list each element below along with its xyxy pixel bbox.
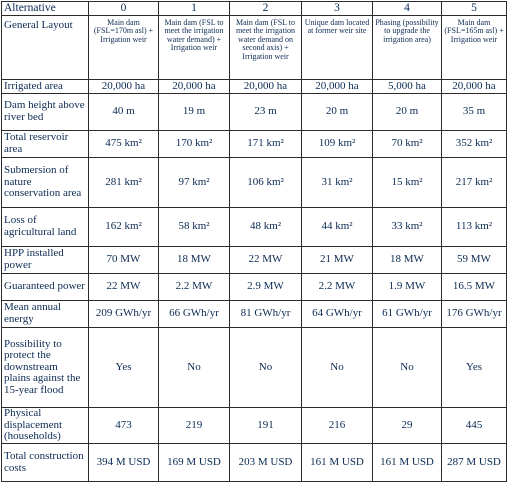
cell-reservoir-area-2: 171 km² xyxy=(230,131,302,158)
cell-construction-costs-5: 287 M USD xyxy=(442,444,507,482)
table-row-dam-height xyxy=(2,94,507,131)
cell-annual-energy-5: 176 GWh/yr xyxy=(442,301,507,328)
cell-submersion-1: 97 km² xyxy=(159,158,230,208)
row-label-annual-energy: Mean annual energy xyxy=(2,301,89,328)
cell-flood-protection-5: Yes xyxy=(442,328,507,408)
cell-guaranteed-power-5: 16.5 MW xyxy=(442,274,507,301)
cell-reservoir-area-0: 475 km² xyxy=(89,131,159,158)
cell-dam-height-1: 19 m xyxy=(159,94,230,131)
cell-irrigated-area-2: 20,000 ha xyxy=(230,80,302,94)
cell-reservoir-area-1: 170 km² xyxy=(159,131,230,158)
row-label-general-layout: General Layout xyxy=(2,16,89,80)
cell-agri-loss-1: 58 km² xyxy=(159,208,230,247)
table-row-construction-costs xyxy=(2,444,507,482)
row-label-irrigated-area: Irrigated area xyxy=(2,80,89,94)
cell-agri-loss-2: 48 km² xyxy=(230,208,302,247)
cell-dam-height-2: 23 m xyxy=(230,94,302,131)
cell-guaranteed-power-1: 2.2 MW xyxy=(159,274,230,301)
comparison-table-container xyxy=(1,1,506,498)
row-label-reservoir-area: Total reservoir area xyxy=(2,131,89,158)
table-row-flood-protection xyxy=(2,328,507,408)
header-alternative-5: 5 xyxy=(442,2,507,16)
row-label-dam-height: Dam height above river bed xyxy=(2,94,89,131)
cell-hpp-power-2: 22 MW xyxy=(230,247,302,274)
cell-flood-protection-2: No xyxy=(230,328,302,408)
cell-hpp-power-3: 21 MW xyxy=(302,247,373,274)
header-alternative-label: Alternative xyxy=(2,2,89,16)
cell-construction-costs-3: 161 M USD xyxy=(302,444,373,482)
cell-guaranteed-power-4: 1.9 MW xyxy=(373,274,442,301)
row-label-hpp-power: HPP installed power xyxy=(2,247,89,274)
cell-displacement-1: 219 xyxy=(159,408,230,444)
cell-displacement-3: 216 xyxy=(302,408,373,444)
cell-flood-protection-1: No xyxy=(159,328,230,408)
cell-agri-loss-5: 113 km² xyxy=(442,208,507,247)
table-row-irrigated-area xyxy=(2,80,507,94)
cell-displacement-4: 29 xyxy=(373,408,442,444)
cell-flood-protection-3: No xyxy=(302,328,373,408)
cell-hpp-power-4: 18 MW xyxy=(373,247,442,274)
header-alternative-1: 1 xyxy=(159,2,230,16)
cell-submersion-3: 31 km² xyxy=(302,158,373,208)
cell-construction-costs-1: 169 M USD xyxy=(159,444,230,482)
table-row-guaranteed-power xyxy=(2,274,507,301)
cell-submersion-5: 217 km² xyxy=(442,158,507,208)
table-row-general-layout xyxy=(2,16,507,80)
cell-reservoir-area-3: 109 km² xyxy=(302,131,373,158)
cell-annual-energy-3: 64 GWh/yr xyxy=(302,301,373,328)
cell-displacement-5: 445 xyxy=(442,408,507,444)
cell-agri-loss-4: 33 km² xyxy=(373,208,442,247)
cell-dam-height-5: 35 m xyxy=(442,94,507,131)
cell-reservoir-area-4: 70 km² xyxy=(373,131,442,158)
cell-general-layout-0: Main dam (FSL=170m asl) + Irrigation weir xyxy=(89,16,159,80)
cell-construction-costs-0: 394 M USD xyxy=(89,444,159,482)
cell-hpp-power-1: 18 MW xyxy=(159,247,230,274)
cell-agri-loss-3: 44 km² xyxy=(302,208,373,247)
table-row-submersion xyxy=(2,158,507,208)
cell-general-layout-2: Main dam (FSL to meet the irrigation water demand on second axis) + Irrigation weir xyxy=(230,16,302,80)
cell-irrigated-area-3: 20,000 ha xyxy=(302,80,373,94)
cell-dam-height-4: 20 m xyxy=(373,94,442,131)
row-label-displacement: Physical displacement (households) xyxy=(2,408,89,444)
cell-annual-energy-0: 209 GWh/yr xyxy=(89,301,159,328)
cell-flood-protection-0: Yes xyxy=(89,328,159,408)
cell-agri-loss-0: 162 km² xyxy=(89,208,159,247)
cell-irrigated-area-0: 20,000 ha xyxy=(89,80,159,94)
table-row-displacement xyxy=(2,408,507,444)
table-row-agri-loss xyxy=(2,208,507,247)
cell-construction-costs-2: 203 M USD xyxy=(230,444,302,482)
cell-submersion-2: 106 km² xyxy=(230,158,302,208)
cell-hpp-power-0: 70 MW xyxy=(89,247,159,274)
table-row-annual-energy xyxy=(2,301,507,328)
header-alternative-2: 2 xyxy=(230,2,302,16)
cell-reservoir-area-5: 352 km² xyxy=(442,131,507,158)
cell-displacement-0: 473 xyxy=(89,408,159,444)
header-alternative-4: 4 xyxy=(373,2,442,16)
cell-guaranteed-power-3: 2.2 MW xyxy=(302,274,373,301)
cell-displacement-2: 191 xyxy=(230,408,302,444)
row-label-agri-loss: Loss of agricultural land xyxy=(2,208,89,247)
header-row xyxy=(2,2,507,16)
cell-dam-height-3: 20 m xyxy=(302,94,373,131)
cell-general-layout-3: Unique dam located at former weir site xyxy=(302,16,373,80)
header-alternative-0: 0 xyxy=(89,2,159,16)
row-label-submersion: Submersion of nature conservation area xyxy=(2,158,89,208)
cell-guaranteed-power-2: 2.9 MW xyxy=(230,274,302,301)
cell-hpp-power-5: 59 MW xyxy=(442,247,507,274)
cell-guaranteed-power-0: 22 MW xyxy=(89,274,159,301)
header-alternative-3: 3 xyxy=(302,2,373,16)
cell-annual-energy-4: 61 GWh/yr xyxy=(373,301,442,328)
cell-dam-height-0: 40 m xyxy=(89,94,159,131)
cell-general-layout-4: Phasing (possibility to upgrade the irrigation area) xyxy=(373,16,442,80)
cell-flood-protection-4: No xyxy=(373,328,442,408)
row-label-flood-protection: Possibility to protect the downstream plains against the 15-year flood xyxy=(2,328,89,408)
alternatives-comparison-table xyxy=(1,1,507,482)
cell-submersion-0: 281 km² xyxy=(89,158,159,208)
table-row-hpp-power xyxy=(2,247,507,274)
cell-irrigated-area-5: 20,000 ha xyxy=(442,80,507,94)
cell-construction-costs-4: 161 M USD xyxy=(373,444,442,482)
cell-general-layout-5: Main dam (FSL=165m asl) + Irrigation weir xyxy=(442,16,507,80)
cell-irrigated-area-1: 20,000 ha xyxy=(159,80,230,94)
row-label-guaranteed-power: Guaranteed power xyxy=(2,274,89,301)
cell-general-layout-1: Main dam (FSL to meet the irrigation water demand) + Irrigation weir xyxy=(159,16,230,80)
row-label-construction-costs: Total construction costs xyxy=(2,444,89,482)
table-row-reservoir-area xyxy=(2,131,507,158)
cell-submersion-4: 15 km² xyxy=(373,158,442,208)
cell-annual-energy-1: 66 GWh/yr xyxy=(159,301,230,328)
cell-irrigated-area-4: 5,000 ha xyxy=(373,80,442,94)
cell-annual-energy-2: 81 GWh/yr xyxy=(230,301,302,328)
